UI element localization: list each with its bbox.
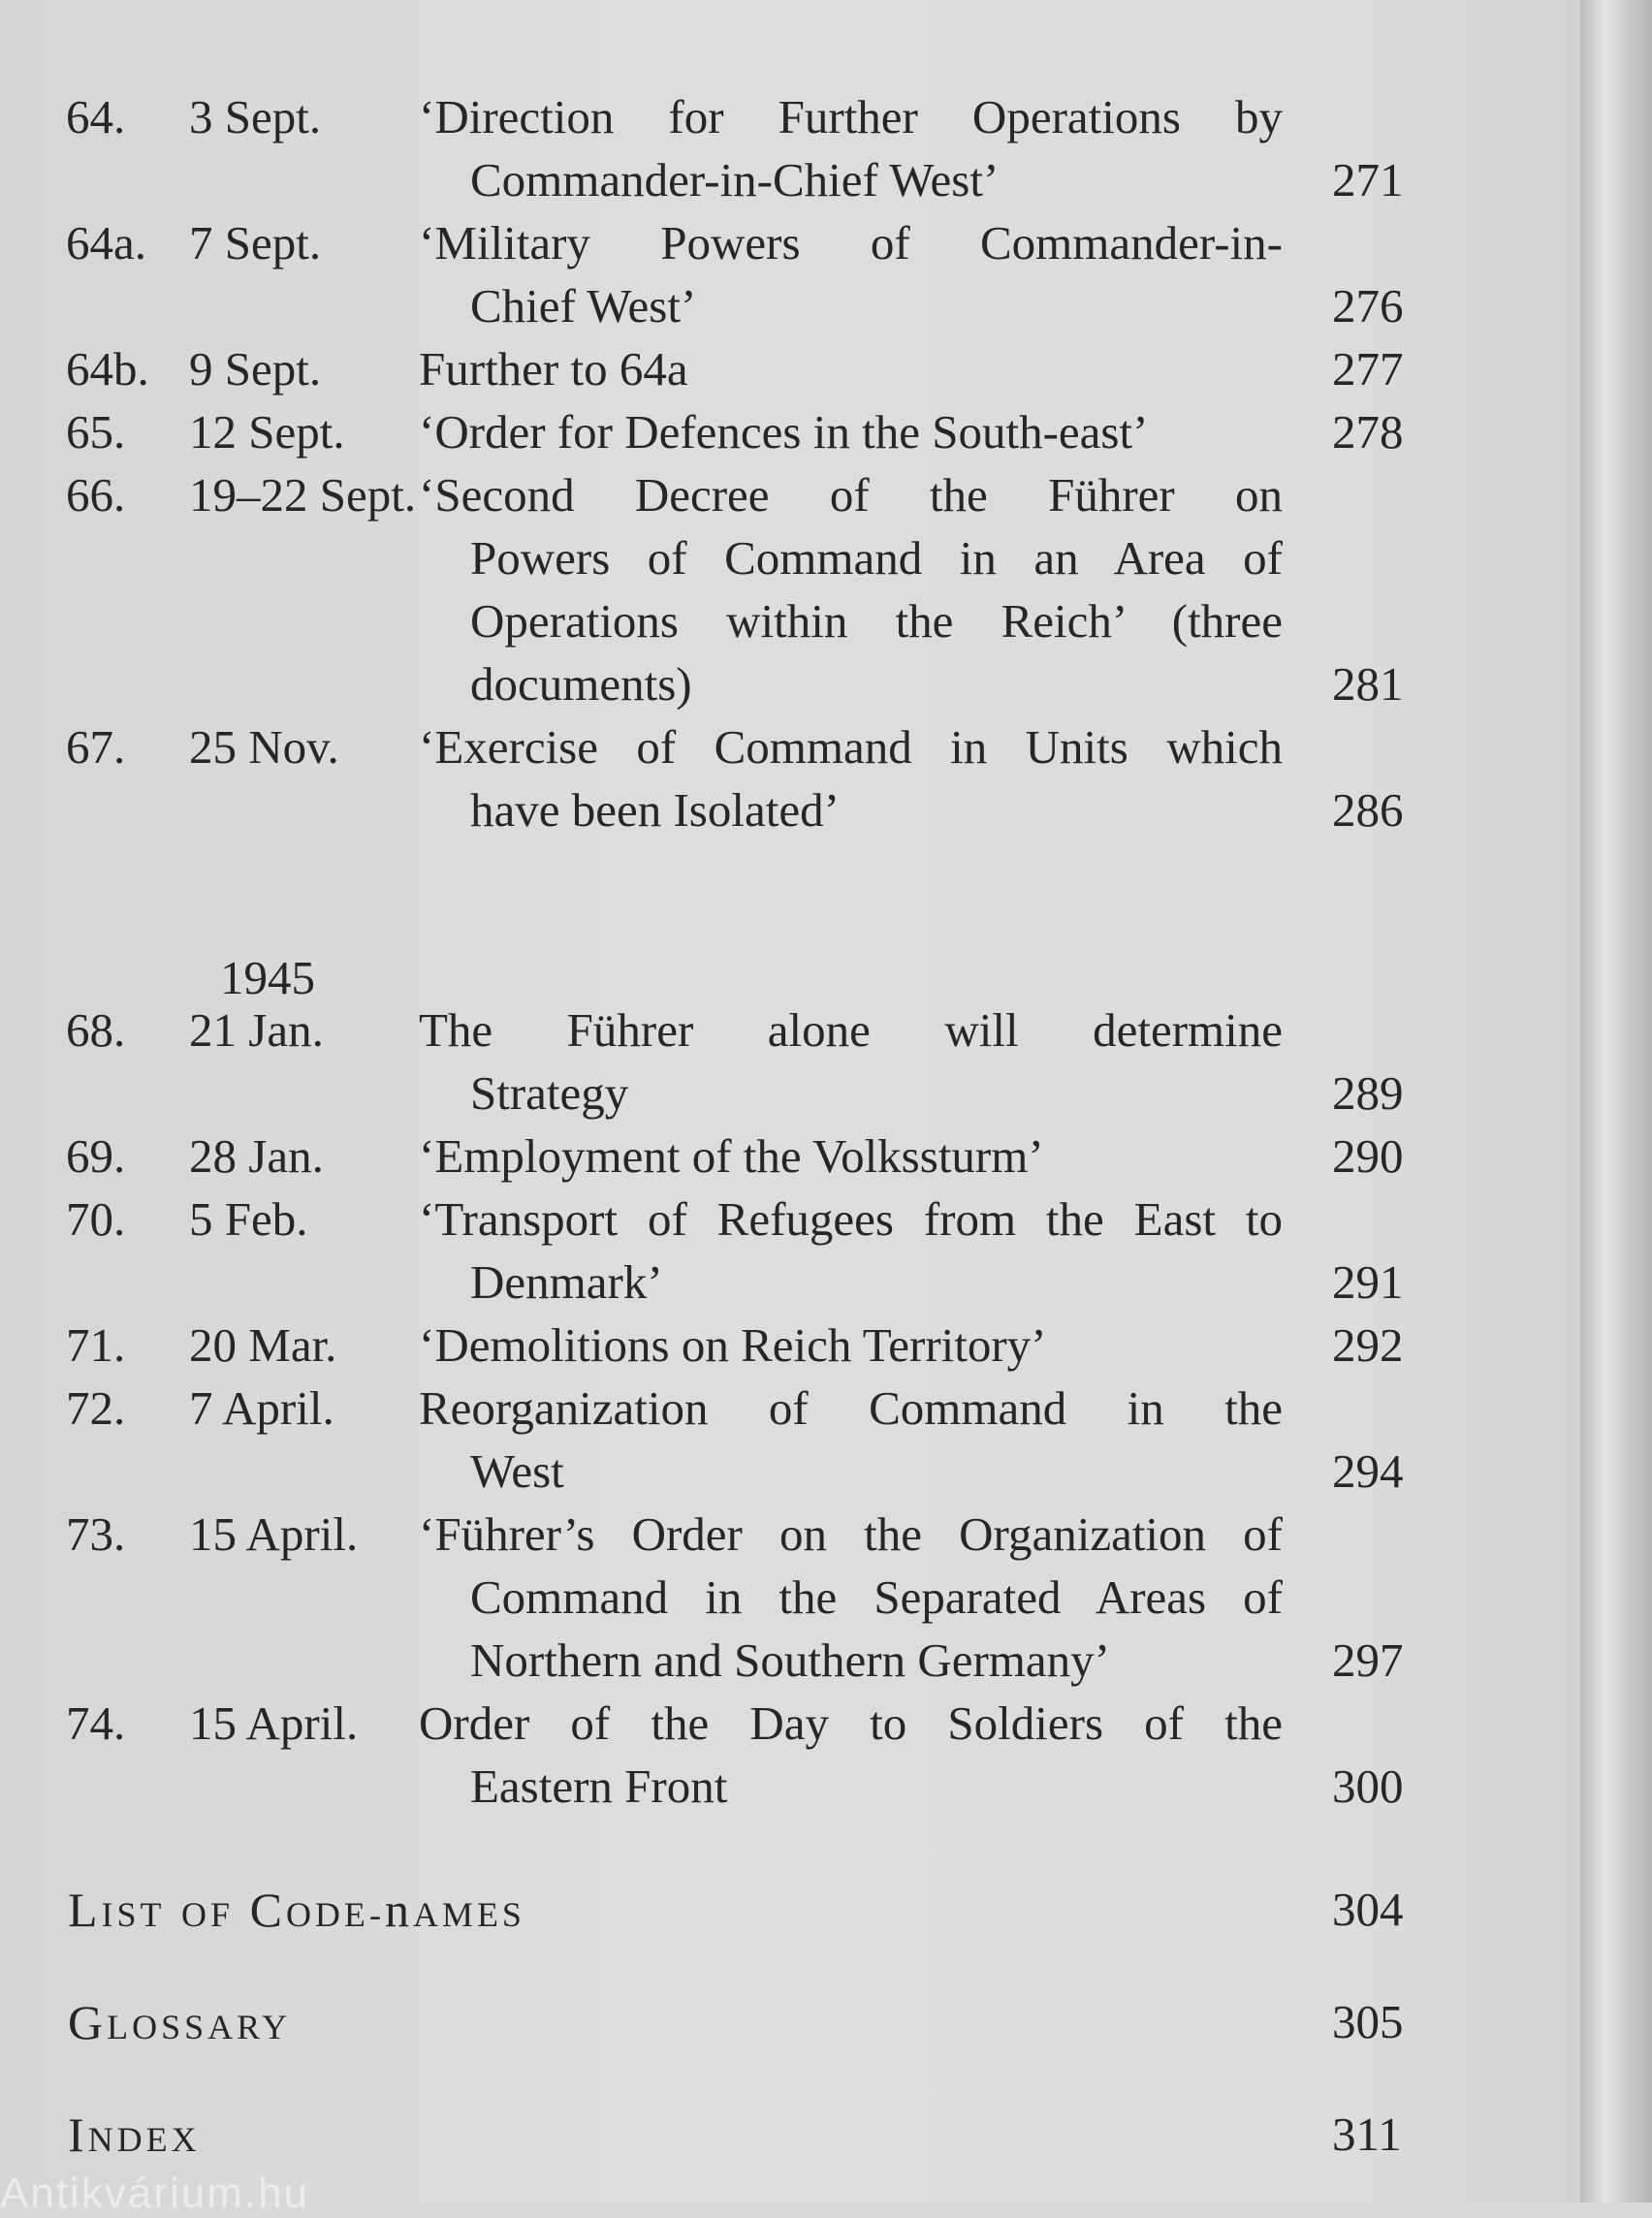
entry-number: 64b. bbox=[66, 342, 149, 396]
entry-page-number: 276 bbox=[1332, 279, 1404, 333]
entry-page-number: 277 bbox=[1332, 342, 1404, 396]
entry-page-number: 297 bbox=[1332, 1633, 1404, 1687]
entry-date: 15 April. bbox=[189, 1696, 359, 1750]
entry-number: 68. bbox=[66, 1003, 126, 1057]
back-matter-page-number: 311 bbox=[1332, 2107, 1402, 2161]
page-edge bbox=[1580, 0, 1652, 2202]
entry-title-line: ‘Direction for Further Operations by bbox=[419, 90, 1283, 143]
entry-date: 15 April. bbox=[189, 1507, 359, 1561]
entry-title-line: Reorganization of Command in the bbox=[419, 1381, 1283, 1435]
entry-title-line: ‘Demolitions on Reich Territory’ bbox=[419, 1318, 1047, 1372]
entry-page-number: 278 bbox=[1332, 405, 1404, 459]
entry-page-number: 291 bbox=[1332, 1255, 1404, 1309]
entry-date: 19–22 Sept. bbox=[189, 468, 417, 522]
entry-page-number: 271 bbox=[1332, 153, 1404, 206]
entry-date: 3 Sept. bbox=[189, 90, 322, 143]
entry-number: 73. bbox=[66, 1507, 126, 1561]
entry-title-line: Powers of Command in an Area of bbox=[470, 531, 1283, 585]
entry-date: 12 Sept. bbox=[189, 405, 345, 459]
entry-page-number: 289 bbox=[1332, 1066, 1404, 1120]
back-matter-page-number: 305 bbox=[1332, 1995, 1404, 2048]
entry-date: 5 Feb. bbox=[189, 1192, 308, 1246]
year-heading: 1945 bbox=[220, 951, 315, 1004]
entry-number: 65. bbox=[66, 405, 126, 459]
entry-date: 21 Jan. bbox=[189, 1003, 324, 1057]
entry-date: 25 Nov. bbox=[189, 720, 339, 774]
entry-number: 74. bbox=[66, 1696, 126, 1750]
entry-title-line: Operations within the Reich’ (three bbox=[470, 594, 1283, 648]
entry-page-number: 292 bbox=[1332, 1318, 1404, 1372]
entry-date: 9 Sept. bbox=[189, 342, 322, 396]
entry-title-line: Command in the Separated Areas of bbox=[470, 1570, 1283, 1624]
entry-page-number: 281 bbox=[1332, 657, 1404, 711]
entry-number: 72. bbox=[66, 1381, 126, 1435]
entry-title-line: ‘Second Decree of the Führer on bbox=[419, 468, 1283, 522]
entry-number: 70. bbox=[66, 1192, 126, 1246]
entry-title-line: The Führer alone will determine bbox=[419, 1003, 1283, 1057]
entry-number: 69. bbox=[66, 1129, 126, 1183]
entry-title-line: Commander-in-Chief West’ bbox=[470, 153, 1000, 206]
back-matter-page-number: 304 bbox=[1332, 1883, 1404, 1936]
entry-title-line: Northern and Southern Germany’ bbox=[470, 1633, 1110, 1687]
entry-page-number: 294 bbox=[1332, 1444, 1404, 1498]
entry-number: 66. bbox=[66, 468, 126, 522]
entry-title-line: ‘Order for Defences in the South-east’ bbox=[419, 405, 1149, 459]
entry-title-line: have been Isolated’ bbox=[470, 783, 840, 837]
entry-number: 64a. bbox=[66, 216, 146, 269]
back-matter-label: LIST OF CODE-nAMES bbox=[68, 1883, 525, 1937]
entry-date: 28 Jan. bbox=[189, 1129, 324, 1183]
entry-title-line: ‘Employment of the Volkssturm’ bbox=[419, 1129, 1044, 1183]
entry-number: 64. bbox=[66, 90, 126, 143]
entry-title-line: ‘Military Powers of Commander-in- bbox=[419, 216, 1283, 269]
entry-title-line: ‘Exercise of Command in Units which bbox=[419, 720, 1283, 774]
watermark: Antikvárium.hu bbox=[0, 2170, 310, 2217]
entry-number: 71. bbox=[66, 1318, 126, 1372]
entry-title-line: Chief West’ bbox=[470, 279, 697, 333]
entry-title-line: Eastern Front bbox=[470, 1759, 728, 1813]
entry-title-line: West bbox=[470, 1444, 564, 1498]
entry-date: 20 Mar. bbox=[189, 1318, 337, 1372]
entry-title-line: Denmark’ bbox=[470, 1255, 663, 1309]
entry-number: 67. bbox=[66, 720, 126, 774]
entry-title-line: Order of the Day to Soldiers of the bbox=[419, 1696, 1283, 1750]
back-matter-label: INDEX bbox=[68, 2107, 201, 2162]
back-matter-label: GLOSSARY bbox=[68, 1995, 292, 2049]
entry-date: 7 April. bbox=[189, 1381, 334, 1435]
entry-date: 7 Sept. bbox=[189, 216, 322, 269]
entry-title-line: ‘Führer’s Order on the Organization of bbox=[419, 1507, 1283, 1561]
entry-title-line: Further to 64a bbox=[419, 342, 688, 396]
entry-page-number: 286 bbox=[1332, 783, 1404, 837]
entry-title-line: documents) bbox=[470, 657, 692, 711]
entry-title-line: ‘Transport of Refugees from the East to bbox=[419, 1192, 1283, 1246]
entry-title-line: Strategy bbox=[470, 1066, 629, 1120]
entry-page-number: 290 bbox=[1332, 1129, 1404, 1183]
entry-page-number: 300 bbox=[1332, 1759, 1404, 1813]
